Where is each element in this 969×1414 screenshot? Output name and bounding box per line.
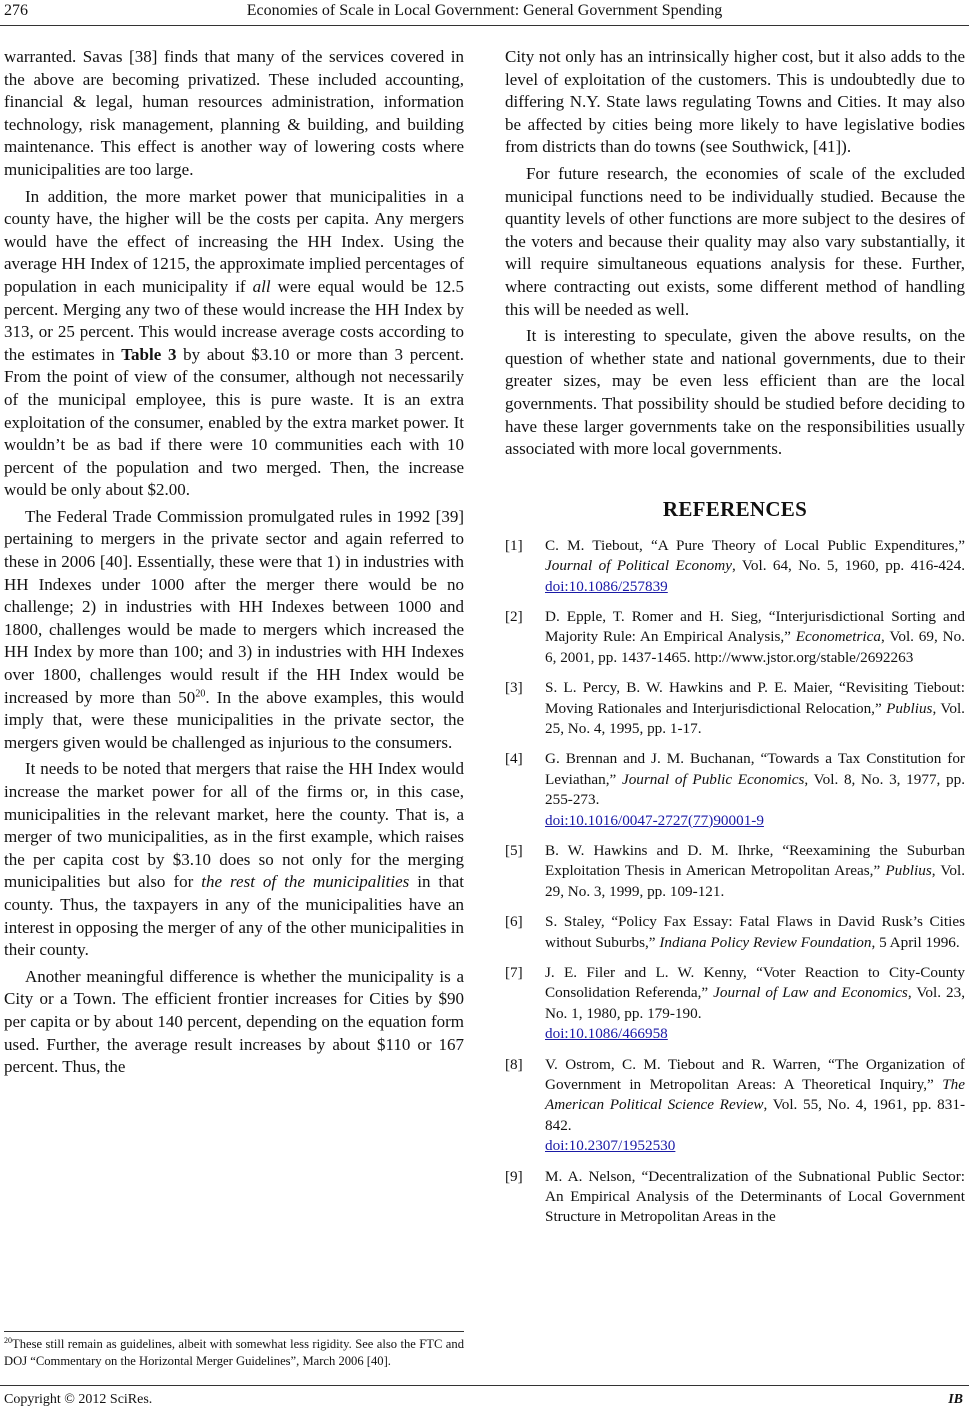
reference-item [505,607,965,668]
left-column [4,46,464,1079]
reference-number: [3] [505,679,523,697]
footnote-marker: 20 [195,687,206,699]
paragraph-ftc-rules: The Federal Trade Commission promulgated rules in 1992 [39] pertaining to mergers in the private sector and again referred to these in 2006 [40]. Essentially, these were that 1) in industries with HH Indexes under 1000 after the merger there would be no challenge; 2) in industries with HH Indexes between 1000 and 1800, challenges would be made to mergers which increased the HH Index by more than 100; and 3) in industries with HH Indexes over 1800, challenges would result if the HH Index would be increased by more than $50^{20}$. In the above examples, this would imply that, were these municipalities in the private sector, the mergers given would be challenged as injurious to the consumers. [4,506,464,752]
paragraph-market-power: In addition, the more market power that municipalities in a county have, the higher will be the costs per capita. Any mergers would have the effect of increasing the HH Index. Using the average HH Index of 1215, the approximate implied percentages of population in each municipality if all were equal would be 12.5 percent. Merging any two of these would increase the HH Index by 313, or 25 percent. This would increase average costs according to the estimates in Table 3 by about $3.10 or more than 3 percent. From the point of view of the consumer, although not necessarily of the municipal employee, this is pure waste. It is an extra exploitation of the consumer, enabled by the extra market power. It wouldn’t be as bad if there were 10 communities each with 10 percent of the population and two merged. Then, the increase would be only about $2.00. [4,186,465,500]
journal-name: Publius [885,862,932,880]
doi-link[interactable]: doi:10.1086/466958 [545,1025,668,1043]
right-column [505,46,965,1238]
footnote-rule [4,1331,464,1332]
reference-text: G. Brennan and J. M. Buchanan, “Towards a Tax Constitution for Leviathan,” Journal of Public Economics, Vol. 8, No. 3, 1977, pp. 255-273. doi:10.1016/0047-2727(77)90001-9 [545,750,966,829]
reference-item [505,749,965,831]
emphasis-rest-of-municipalities: the rest of the municipalities [201,872,410,892]
reference-text: V. Ostrom, C. M. Tiebout and R. Warren, “The Organization of Government in Metropolitan Areas: A Theoretical Inquiry,” The American Political Science Review, Vol. 55, No. 4, 1961, pp. 831-842. doi:10.2307/1952530 [545,1055,965,1155]
journal-name: Publius [886,699,933,717]
references-heading: REFERENCES [662,496,808,521]
page-header [0,0,969,30]
reference-item [505,841,965,902]
reference-item [505,1167,965,1228]
journal-name: Journal of Political Economy [545,557,732,575]
reference-item [505,963,965,1045]
paragraph-speculation: It is interesting to speculate, given the above results, on the question of whether state and national governments, due to their greater sizes, may be even less efficient than are the local governments. That possibility should be studied before deciding to have these larger governments take on the responsibilities usually associated with more local governments. [505,326,965,459]
page-number: 276 [4,2,28,19]
doi-link[interactable]: doi:10.1086/257839 [545,577,668,595]
reference-text: S. L. Percy, B. W. Hawkins and P. E. Maier, “Revisiting Tiebout: Moving Rationales and Interjurisdictional Relocation,” Publius, Vol. 25, No. 4, 1995, pp. 1-17. [545,679,965,737]
journal-name: Journal of Law and Economics [713,984,908,1002]
journal-name: The American Political Science Review [545,1076,965,1114]
reference-item [505,1055,965,1157]
doi-link[interactable]: doi:10.1016/0047-2727(77)90001-9 [545,811,764,829]
reference-text: B. W. Hawkins and D. M. Ihrke, “Reexamining the Suburban Exploitation Thesis in American Metropolitan Areas,” Publius, Vol. 29, No. 3, 1999, pp. 109-121. [545,841,965,900]
reference-text: S. Staley, “Policy Fax Essay: Fatal Flaws in David Rusk’s Cities without Suburbs,” Indiana Policy Review Foundation, 5 April 1996. [545,913,965,951]
paragraph-city-vs-town: Another meaningful difference is whether the municipality is a City or a Town. The efficient frontier increases for Cities by $90 per capita or by about 140 percent, depending on the equation form used. Further, the average result increases by about $110 or 167 percent. Thus, the [4,966,464,1077]
reference-text: C. M. Tiebout, “A Pure Theory of Local Public Expenditures,” Journal of Political Economy, Vol. 64, No. 5, 1960, pp. 416-424. doi:10.1086/257839 [545,536,966,595]
reference-number: [2] [505,607,523,625]
footer-rule [0,1385,969,1386]
reference-number: [9] [505,1167,523,1185]
journal-abbrev: IB [948,1392,963,1407]
journal-name: Journal of Public Economics [621,770,805,788]
emphasis-all: all [252,276,271,296]
reference-list [505,536,965,1228]
doi-link[interactable]: doi:10.2307/1952530 [545,1137,676,1155]
header-rule [0,25,969,26]
footnote-20: $^{20}$These still remain as guidelines, albeit with somewhat less rigidity. See also the FTC and DOJ “Commentary on the Horizontal Merger Guidelines”, March 2006 [40]. [4,1335,464,1368]
reference-item [505,912,965,953]
reference-number: [5] [505,841,523,859]
paragraph-market-effects: It needs to be noted that mergers that raise the HH Index would increase the market power for all of the firms or, in this case, municipalities in the relevant market, here the county. That is, a merger of two municipalities, as in the first example, which raises the per capita cost by $3.10 does so not only for the merging municipalities but also for the rest of the municipalities in that county. Thus, the taxpayers in any of the municipalities have an interest in opposing the merger of any of the other municipalities in their county. [4,759,464,960]
journal-name: Econometrica [795,628,881,646]
reference-text: M. A. Nelson, “Decentralization of the Subnational Public Sector: An Empirical Analysis of the Determinants of Local Government Structure in Metropolitan Areas in the [545,1167,965,1226]
copyright-notice: Copyright © 2012 SciRes. [4,1392,153,1407]
reference-number: [4] [505,750,523,768]
reference-number: [1] [505,536,523,554]
paragraph-savas: warranted. Savas [38] finds that many of the services covered in the above are becoming privatized. These included accounting, financial & legal, human resources administration, information technology, risk management, planning & building, and building maintenance. This effect is another way of lowering costs where municipalities are too large. [4,47,464,179]
reference-text: J. E. Filer and L. W. Kenny, “Voter Reaction to City-County Consolidation Referenda,” Journal of Law and Economics, Vol. 23, No. 1, 1980, pp. 179-190. doi:10.1086/466958 [545,964,965,1043]
reference-number: [7] [505,964,523,981]
reference-text: D. Epple, T. Romer and H. Sieg, “Interjurisdictional Sorting and Majority Rule: An Empirical Analysis,” Econometrica, Vol. 69, No. 6, 2001, pp. 1437-1465. http://www.jstor.org/stable/2692263 [545,607,966,666]
table-3-reference: Table 3 [121,344,177,364]
paragraph-future-research: For future research, the economies of scale of the excluded municipal functions need to be individually studied. Because the quantity levels of other functions are more subject to the desires of the voters and because their quality may also vary substantially, it will require simultaneous equations analysis for these. Further, where contracting out exists, some different method of handling this will be needed as well. [505,163,965,319]
reference-item [505,536,965,597]
reference-item [505,678,965,739]
reference-number: [6] [505,913,523,931]
paragraph-city-cost: City not only has an intrinsically higher cost, but it also adds to the level of exploitation of the customers. This is undoubtedly due to differing N.Y. State laws regulating Towns and Cities. It may also be affected by cities being more likely to have legislative bodies from districts than do towns (see Southwick, [41]). [505,47,965,157]
running-title: Economies of Scale in Local Government: General Government Spending [246,2,723,19]
journal-name: Indiana Policy Review Foundation [659,933,872,951]
reference-number: [8] [505,1055,523,1073]
